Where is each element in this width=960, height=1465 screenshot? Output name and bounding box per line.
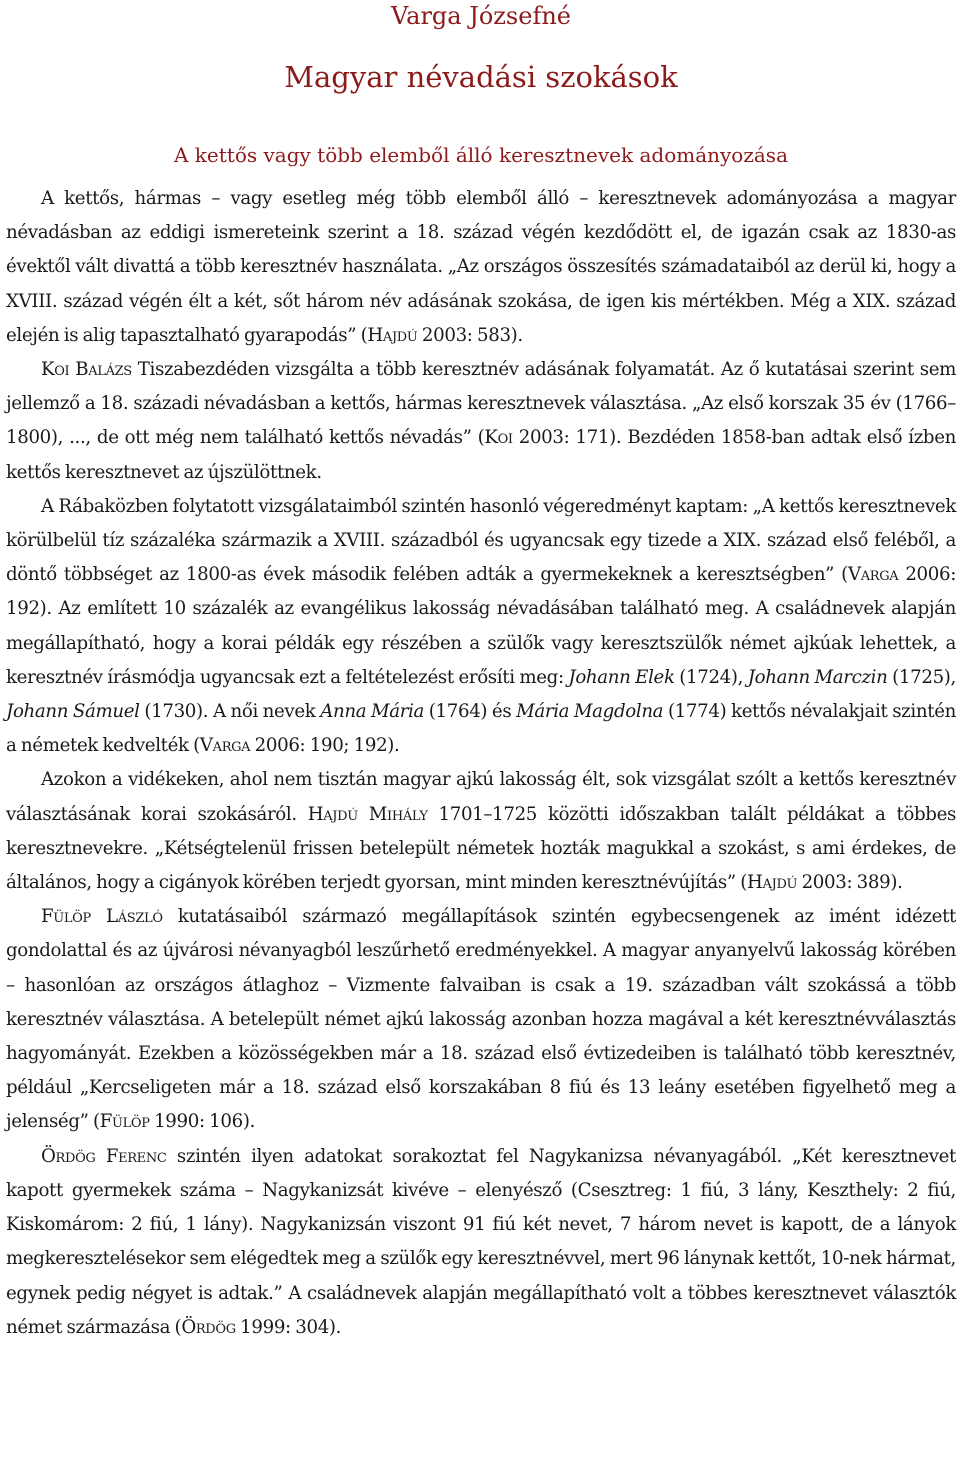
paragraph-6-text-a: szintén ilyen adatokat sorakoztat fel Nagykanizsa névanyagából. „Két keresztnevet kapott gyermekek száma – Nagykanizsát kivéve – elenyésző (Csesztreg: 1 fiú, 3 lány, Keszthely: 2 fiú, Kiskomárom: 2 fiú, 1 lány). Nagykanizsán viszont 91 fiú két nevet, 7 három nevet is kapott, de a lányok megkeresztelésekor sem elégedtek meg a szülők egy keresztnévvel, mert 96 lánynak kettőt, 10-nek hármat, egynek pedig négyet is adtak.” A családnevek alapján megállapítható volt a többes keresztnevet választók német származása ( bbox=[6, 1145, 956, 1338]
paragraph-3-text-h: 2006: 190; 192). bbox=[250, 735, 400, 757]
citation-author: Fülöp bbox=[99, 1111, 150, 1133]
citation-author: Varga bbox=[199, 735, 251, 757]
example-name: Anna Mária bbox=[320, 701, 425, 723]
cited-author-name: Fülöp László bbox=[41, 906, 163, 928]
paragraph-3-text-b: 2006: 192). Az említett 10 százalék az evangélikus lakosság névadásában található meg. A családnevek alapján megállapítható, hogy a korai példák egy részében a szülők vagy keresztszülők német ajkúak lehettek, a keresztnév írásmódja ugyancsak ezt a feltételezést erősíti meg: bbox=[6, 564, 956, 688]
paragraph-4-text-a: Azokon a vidékeken, ahol nem tisztán magyar ajkú lakosság élt, sok vizsgálat szólt a kettős keresztnév választásának korai szokásáról. bbox=[6, 769, 956, 825]
paragraph-6 bbox=[6, 1140, 956, 1345]
example-name: Johann Sámuel bbox=[6, 701, 140, 723]
cited-author-name: Koi Balázs bbox=[41, 359, 132, 381]
paragraph-3-text-f: (1764) és bbox=[424, 701, 517, 723]
citation-author: Hajdú bbox=[367, 324, 418, 346]
paragraph-6-text-b: 1999: 304). bbox=[235, 1316, 342, 1338]
paragraph-4-text-b: 1701–1725 közötti időszakban talált példákat a többes keresztnevekre. „Kétségtelenül frissen betelepült németek hozták magukkal a szokást, s ami érdekes, de általános, hogy a cigányok körében terjedt gyorsan, mint minden keresztnévújítás” ( bbox=[6, 803, 956, 894]
cited-author-name: Ördög Ferenc bbox=[41, 1145, 167, 1167]
paragraph-3-text-a: A Rábaközben folytatott vizsgálataimból szintén hasonló végeredményt kaptam: „A kettős keresztnevek körülbelül tíz százaléka származik a XVIII. századból és ugyancsak egy tizede a XIX. század első feléből, a döntő többséget az 1800-as évek második felében adták a gyermekeknek a keresztségben” ( bbox=[6, 495, 956, 586]
paragraph-4 bbox=[6, 763, 956, 900]
paragraph-1-citation-tail: 2003: 583). bbox=[417, 324, 523, 346]
paragraph-4-text-c: 2003: 389). bbox=[797, 872, 903, 894]
paragraph-5-text-a: kutatásaiból származó megállapítások szintén egybecsengenek az imént idézett gondolattal és az újvárosi névanyagból leszűrhető eredményekkel. A magyar anyanyelvű lakosság körében – hasonlóan az országos átlaghoz – Vizmente falvaiban is csak a 19. században vált szokássá a több keresztnév választása. A betelepült német ajkú lakosság azonban hozza magával a két keresztnévválasztás hagyományát. Ezekben a közösségekben már a 18. század első évtizedeiben is található több keresztnév, például „Kercseligeten már a 18. század első korszakában 8 fiú és 13 leány esetében figyelhető meg a jelenség” ( bbox=[6, 906, 956, 1133]
paragraph-5 bbox=[6, 900, 956, 1139]
paragraph-2-text-b: 2003: 171). Bezdéden 1858-ban adtak első ízben kettős keresztnevet az újszülöttnek. bbox=[6, 427, 956, 483]
paragraph-3-text-d: (1725), bbox=[887, 666, 956, 688]
paragraph-2 bbox=[6, 353, 956, 490]
paragraph-3 bbox=[6, 490, 956, 764]
citation-author: Hajdú bbox=[747, 872, 798, 894]
citation-author: Varga bbox=[847, 564, 899, 586]
article-title: Magyar névadási szokások bbox=[284, 60, 678, 94]
paragraph-3-text-e: (1730). A női nevek bbox=[139, 701, 321, 723]
example-name: Johann Elek bbox=[568, 666, 675, 688]
paragraph-3-text-g: (1774) kettős névalakjait szintén a németek kedvelték ( bbox=[6, 701, 956, 757]
paragraph-1-text: A kettős, hármas – vagy esetleg még több elemből álló – keresztnevek adományozása a magyar névadásban az eddigi ismereteink szerint a 18. század végén kezdődött el, de igazán csak az 1830-as évektől vált divattá a több keresztnév használata. „Az országos összesítés számadataiból az derül ki, hogy a XVIII. század végén élt a két, sőt három név adásának szokása, de igen kis mértékben. Még a XIX. század elején is alig tapasztalható gyarapodás” ( bbox=[6, 188, 956, 346]
paragraph-3-text-c: (1724), bbox=[674, 666, 748, 688]
paragraph-2-text-a: Tiszabezdéden vizsgálta a több keresztnév adásának folyamatát. Az ő kutatásai szerint sem jellemző a 18. századi névadásban a kettős, hármas keresztnevek választása. „Az első korszak 35 év (1766–1800), ..., de ott még nem található kettős névadás” ( bbox=[6, 359, 957, 449]
document-page bbox=[6, 0, 956, 1345]
paragraph-1 bbox=[6, 182, 956, 353]
cited-author-name: Hajdú Mihály bbox=[307, 803, 428, 825]
example-name: Johann Marczin bbox=[747, 666, 888, 688]
paragraph-5-text-b: 1990: 106). bbox=[149, 1111, 256, 1133]
citation-author: Koi bbox=[484, 427, 513, 449]
citation-author: Ördög bbox=[181, 1316, 236, 1338]
author-name: Varga Józsefné bbox=[391, 2, 571, 30]
example-name: Mária Magdolna bbox=[516, 701, 664, 723]
section-heading: A kettős vagy több elemből álló keresztnevek adományozása bbox=[173, 143, 788, 167]
